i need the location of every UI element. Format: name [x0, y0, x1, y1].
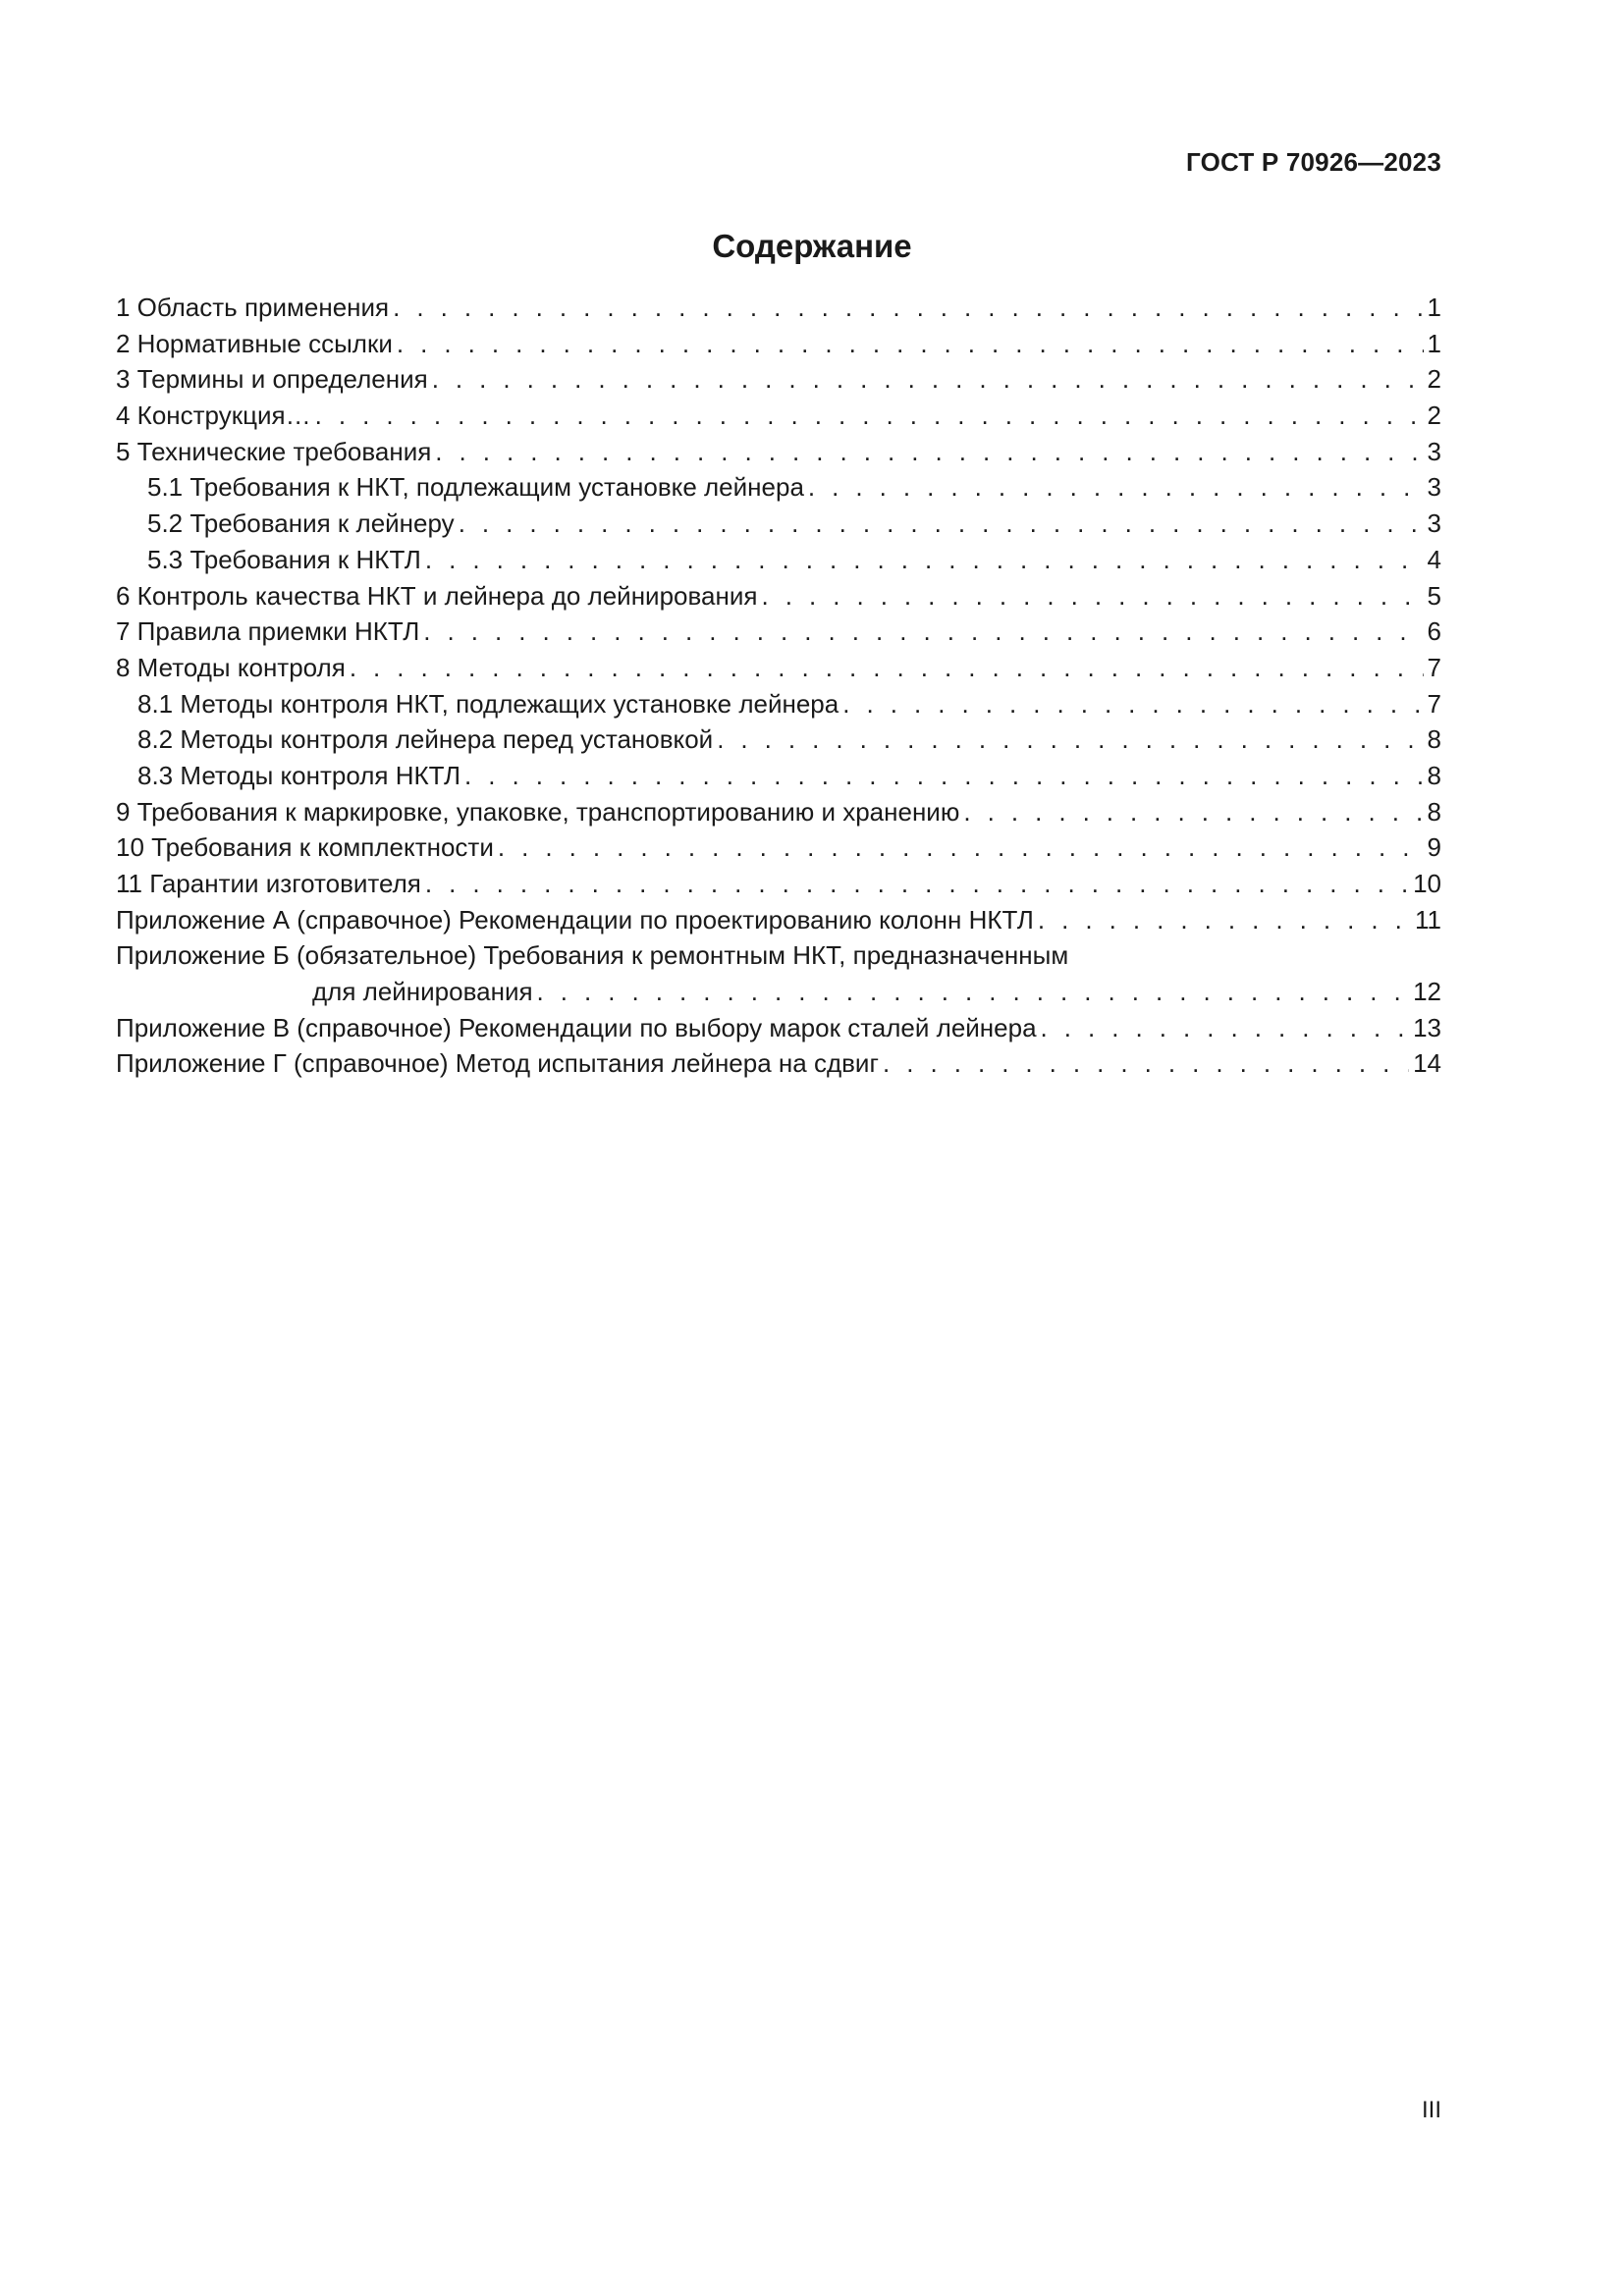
- toc-entry-page: 1: [1427, 293, 1441, 322]
- toc-entry-8[interactable]: [116, 650, 1441, 686]
- dot-leader: [432, 361, 1424, 398]
- dot-leader: [1038, 902, 1411, 938]
- toc-entry-3[interactable]: [116, 361, 1441, 398]
- dot-leader: [425, 866, 1409, 902]
- toc-entry-page: 3: [1427, 508, 1441, 539]
- dot-leader: [459, 506, 1424, 542]
- dot-leader: [350, 650, 1424, 686]
- toc-entry-text: 6 Контроль качества НКТ и лейнера до лейнирования: [116, 580, 758, 611]
- toc-entry-5-1[interactable]: [116, 469, 1441, 506]
- toc-entry-page: 9: [1427, 832, 1441, 863]
- toc-entry-page: 8: [1427, 760, 1441, 790]
- toc-entry-text: 8 Методы контроля: [116, 652, 346, 682]
- toc-entry-text: для лейнирования: [312, 977, 533, 1007]
- dot-leader: [315, 398, 1424, 434]
- toc-entry-text: 1 Область применения: [116, 293, 390, 322]
- dot-leader: [1041, 1010, 1410, 1046]
- toc-entry-2[interactable]: [116, 326, 1441, 362]
- toc-entry-text: 5.1 Требования к НКТ, подлежащим установке лейнера: [147, 472, 804, 503]
- toc-entry-1[interactable]: [116, 290, 1441, 326]
- toc-entry-text: 5 Технические требования: [116, 436, 432, 466]
- toc-entry-text: 3 Термины и определения: [116, 364, 428, 395]
- toc-entry-page: 5: [1427, 580, 1441, 611]
- toc-entry-appendix-b[interactable]: [116, 937, 1441, 974]
- toc-entry-page: 3: [1427, 436, 1441, 466]
- toc-entry-text: 11 Гарантии изготовителя: [116, 869, 421, 898]
- dot-leader: [761, 578, 1423, 614]
- dot-leader: [464, 758, 1424, 794]
- toc-entry-8-3[interactable]: [116, 758, 1441, 794]
- dot-leader: [393, 290, 1423, 326]
- toc-entry-page: 3: [1427, 472, 1441, 503]
- toc-entry-page: 12: [1413, 977, 1441, 1007]
- dot-leader: [397, 326, 1424, 362]
- toc-entry-text: 9 Требования к маркировке, упаковке, транспортированию и хранению: [116, 796, 960, 827]
- dot-leader: [423, 614, 1423, 650]
- toc-entry-page: 6: [1427, 616, 1441, 647]
- dot-leader: [963, 794, 1423, 830]
- toc-entry-text: 5.2 Требования к лейнеру: [147, 508, 455, 539]
- toc-entry-page: 10: [1413, 869, 1441, 898]
- toc-entry-6[interactable]: [116, 578, 1441, 614]
- toc-entry-4[interactable]: [116, 398, 1441, 434]
- toc-entry-text: 8.2 Методы контроля лейнера перед установкой: [137, 724, 714, 755]
- dot-leader: [842, 686, 1423, 722]
- toc-entry-page: 2: [1427, 400, 1441, 431]
- toc-entry-text: 8.1 Методы контроля НКТ, подлежащих установке лейнера: [137, 688, 839, 719]
- toc-entry-text: 4 Конструкция…: [116, 400, 311, 431]
- toc-entry-5[interactable]: [116, 434, 1441, 470]
- toc-entry-page: 4: [1427, 544, 1441, 574]
- toc-entry-9[interactable]: [116, 794, 1441, 830]
- toc-entry-text: 7 Правила приемки НКТЛ: [116, 616, 420, 647]
- dot-leader: [717, 721, 1423, 758]
- toc-entry-5-2[interactable]: [116, 506, 1441, 542]
- toc-entry-8-1[interactable]: [116, 686, 1441, 722]
- toc-entry-appendix-b-continued[interactable]: [116, 974, 1441, 1010]
- page-number: III: [1421, 2097, 1441, 2123]
- toc-entry-appendix-v[interactable]: [116, 1010, 1441, 1046]
- toc-entry-page: 7: [1427, 652, 1441, 682]
- toc-entry-page: 14: [1413, 1048, 1441, 1079]
- toc-entry-appendix-a[interactable]: [116, 902, 1441, 938]
- toc-entry-page: 13: [1413, 1012, 1441, 1042]
- document-code: ГОСТ Р 70926—2023: [1186, 147, 1441, 177]
- toc-entry-text: Приложение В (справочное) Рекомендации по выбору марок сталей лейнера: [116, 1012, 1037, 1042]
- table-of-contents: [116, 290, 1441, 1082]
- toc-entry-text: Приложение Б (обязательное) Требования к ремонтным НКТ, предназначенным: [116, 940, 1069, 971]
- toc-entry-text: Приложение Г (справочное) Метод испытания лейнера на сдвиг: [116, 1048, 879, 1079]
- toc-entry-page: 1: [1427, 328, 1441, 358]
- toc-entry-text: 8.3 Методы контроля НКТЛ: [137, 760, 461, 790]
- toc-entry-text: Приложение А (справочное) Рекомендации по проектированию колонн НКТЛ: [116, 904, 1034, 934]
- dot-leader: [425, 542, 1424, 578]
- toc-entry-page: 11: [1415, 904, 1441, 934]
- toc-entry-text: 2 Нормативные ссылки: [116, 328, 393, 358]
- toc-entry-10[interactable]: [116, 829, 1441, 866]
- toc-entry-5-3[interactable]: [116, 542, 1441, 578]
- toc-entry-8-2[interactable]: [116, 721, 1441, 758]
- toc-entry-page: 2: [1427, 364, 1441, 395]
- dot-leader: [435, 434, 1423, 470]
- dot-leader: [883, 1045, 1409, 1082]
- toc-title: Содержание: [712, 228, 912, 264]
- dot-leader: [808, 469, 1424, 506]
- dot-leader: [498, 829, 1424, 866]
- dot-leader: [537, 974, 1410, 1010]
- toc-entry-page: 8: [1427, 796, 1441, 827]
- toc-entry-text: 10 Требования к комплектности: [116, 832, 494, 863]
- toc-entry-text: 5.3 Требования к НКТЛ: [147, 544, 421, 574]
- toc-entry-page: 8: [1427, 724, 1441, 755]
- toc-entry-11[interactable]: [116, 866, 1441, 902]
- toc-entry-7[interactable]: [116, 614, 1441, 650]
- toc-entry-page: 7: [1427, 688, 1441, 719]
- toc-entry-appendix-g[interactable]: [116, 1045, 1441, 1082]
